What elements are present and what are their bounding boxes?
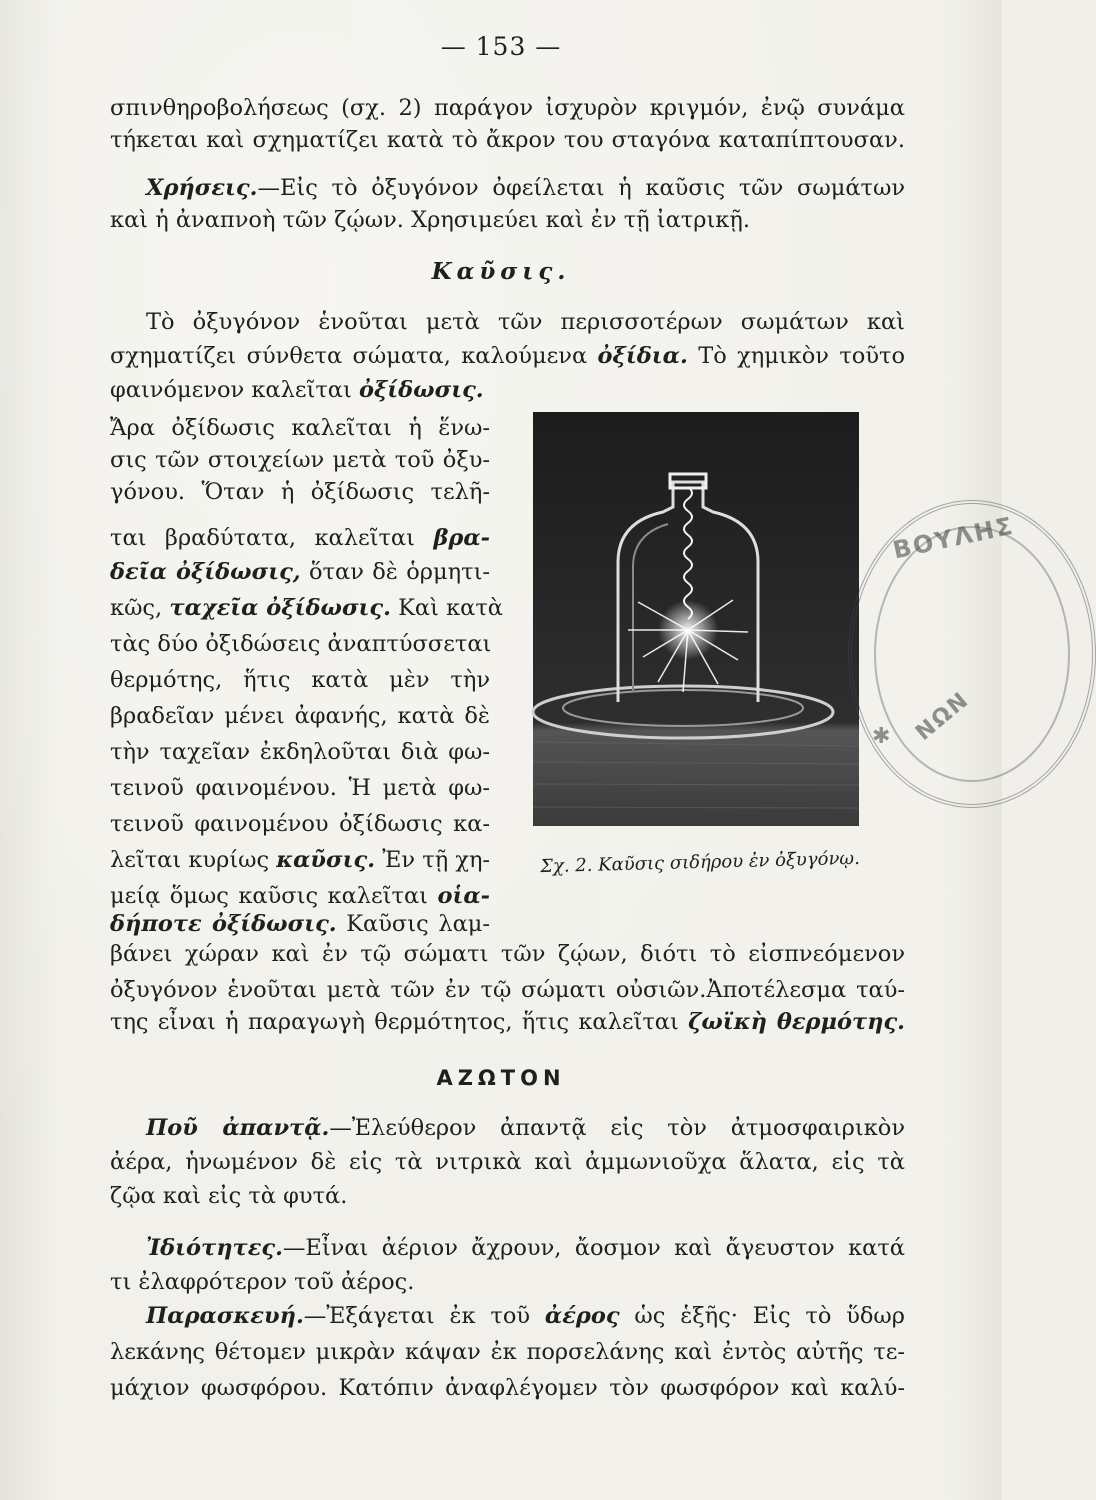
text-line: βραδεῖαν μένει ἀφανής, κατὰ δὲ <box>110 703 490 729</box>
stamp-bottom-text: ΝΩΝ <box>911 687 975 746</box>
text-line: σπινθηροβολήσεως (σχ. 2) παράγον ἰσχυρὸν κριγμόν, ἐνῷ συνάμα <box>110 95 905 121</box>
text-line: τὰς δύο ὀξιδώσεις ἀναπτύσσεται <box>110 631 492 657</box>
page-number: — 153 — <box>440 32 562 61</box>
bold-term: ζωϊκὴ θερμότης. <box>688 1009 905 1035</box>
text-span: —Εἶναι ἀέριον ἄχρουν, ἄοσμον καὶ ἄγευστον κατά <box>282 1235 905 1261</box>
text-line: ζῷα καὶ εἰς τὰ φυτά. <box>110 1183 348 1209</box>
section-heading-nitrogen: ΑΖΩΤΟΝ <box>436 1066 566 1090</box>
text-span: ται βραδύτατα, καλεῖται <box>110 525 415 551</box>
text-line <box>110 374 484 406</box>
star-icon: ✱ <box>872 724 891 749</box>
bold-term: καῦσις. <box>276 847 376 873</box>
text-span: λεῖται κυρίως <box>110 847 270 873</box>
text-line <box>110 522 490 554</box>
text-span: Τὸ χημικὸν τοῦτο <box>698 343 906 369</box>
text-line <box>110 556 490 588</box>
text-line <box>110 908 490 940</box>
text-span: —Εἰς τὸ ὀξυγόνον ὀφείλεται ἡ καῦσις τῶν σωμάτων <box>257 175 905 201</box>
bold-term: ταχεῖα ὀξίδωσις. <box>169 595 391 621</box>
text-span: κῶς, <box>110 595 163 621</box>
section-heading-combustion: Καῦσις. <box>431 258 571 285</box>
properties-paragraph-line <box>110 1232 905 1264</box>
text-line <box>110 592 504 624</box>
where-label: Ποῦ ἀπαντᾷ. <box>146 1115 330 1141</box>
where-paragraph-line <box>110 1112 905 1144</box>
text-span: της εἶναι ἡ παραγωγὴ θερμότητος, ἥτις καλεῖται <box>110 1009 679 1035</box>
uses-paragraph-line <box>110 172 905 204</box>
text-span: Ἐν τῇ χη- <box>382 847 491 873</box>
bold-term: δήποτε ὀξίδωσις. <box>110 911 337 937</box>
bell-jar-illustration <box>533 412 859 826</box>
text-span: —Ἐλεύθερον ἀπαντᾷ εἰς τὸν ἀτμοσφαιρικὸν <box>329 1115 905 1141</box>
text-line <box>110 340 905 372</box>
text-line: τι ἐλαφρότερον τοῦ ἀέρος. <box>110 1269 415 1295</box>
text-span: σχηματίζει σύνθετα σώματα, καλούμενα <box>110 343 588 369</box>
text-line: γόνου. Ὅταν ἡ ὀξίδωσις τελῆ- <box>110 479 490 505</box>
library-stamp <box>848 500 1096 808</box>
text-span: φαινόμενον καλεῖται <box>110 377 352 403</box>
text-span: ὅταν δὲ ὁρμητι- <box>309 559 490 585</box>
text-line: βάνει χώραν καὶ ἐν τῷ σώματι τῶν ζῴων, διότι τὸ εἰσπνεόμενον <box>110 941 905 967</box>
preparation-label: Παρασκευή. <box>146 1303 304 1329</box>
figure-caption: Σχ. 2. Καῦσις σιδήρου ἐν ὀξυγόνῳ. <box>539 847 861 878</box>
stamp-top-text: ΒΟΥΛΗΣ <box>890 511 1017 565</box>
text-line: τήκεται καὶ σχηματίζει κατὰ τὸ ἄκρον του σταγόνα καταπίπτουσαν. <box>110 127 905 153</box>
text-line: θερμότης, ἥτις κατὰ μὲν τὴν <box>110 667 490 693</box>
text-span: Καὶ κατὰ <box>398 595 504 621</box>
bold-term: δεῖα ὀξίδωσις, <box>110 559 301 585</box>
uses-label: Χρήσεις. <box>146 175 258 201</box>
stamp-clip <box>848 500 1017 800</box>
text-line: λεκάνης θέτομεν μικρὰν κάψαν ἐκ πορσελάνης καὶ ἐντὸς αὐτῆς τε- <box>110 1339 905 1365</box>
text-line: καὶ ἡ ἀναπνοὴ τῶν ζῴων. Χρησιμεύει καὶ ἐν τῇ ἰατρικῇ. <box>110 207 750 233</box>
figure-iron-combustion <box>533 412 859 826</box>
text-span: —Ἐξάγεται ἐκ τοῦ <box>303 1303 531 1329</box>
text-line: τεινοῦ φαινομένου ὀξίδωσις κα- <box>110 811 490 837</box>
bold-term: ἀέρος <box>544 1303 620 1329</box>
text-line: Τὸ ὀξυγόνον ἑνοῦται μετὰ τῶν περισσοτέρων σωμάτων καὶ <box>146 309 905 335</box>
bold-term: οἱα- <box>437 883 491 909</box>
bold-term: βρα- <box>433 525 490 551</box>
text-span: μείᾳ ὅμως καῦσις καλεῖται <box>110 883 428 909</box>
bold-term: ὀξίδωσις. <box>358 377 484 403</box>
text-line: τεινοῦ φαινομένου. Ἡ μετὰ φω- <box>110 775 490 801</box>
text-line: ὀξυγόνον ἑνοῦται μετὰ τῶν ἐν τῷ σώματι οὐσιῶν.Ἀποτέλεσμα ταύ- <box>110 977 905 1003</box>
text-line: Ἄρα ὀξίδωσις καλεῖται ἡ ἕνω- <box>110 415 490 441</box>
text-line: σις τῶν στοιχείων μετὰ τοῦ ὀξυ- <box>110 447 490 473</box>
stamp-inner-ring <box>874 526 1070 782</box>
text-line <box>110 844 490 876</box>
text-line: τὴν ταχεῖαν ἐκδηλοῦται διὰ φω- <box>110 739 490 765</box>
text-span: Καῦσις λαμ- <box>346 911 491 937</box>
bold-term: ὀξίδια. <box>597 343 688 369</box>
text-span: ὡς ἑξῆς· Εἰς τὸ ὕδωρ <box>634 1303 905 1329</box>
text-line: ἀέρα, ἡνωμένον δὲ εἰς τὰ νιτρικὰ καὶ ἀμμωνιοῦχα ἅλατα, εἰς τὰ <box>110 1149 905 1175</box>
text-line <box>110 1006 905 1038</box>
properties-label: Ἰδιότητες. <box>146 1235 283 1261</box>
text-line: μάχιον φωσφόρου. Κατόπιν ἀναφλέγομεν τὸν φωσφόρον καὶ καλύ- <box>110 1375 905 1401</box>
preparation-paragraph-line <box>110 1300 905 1332</box>
